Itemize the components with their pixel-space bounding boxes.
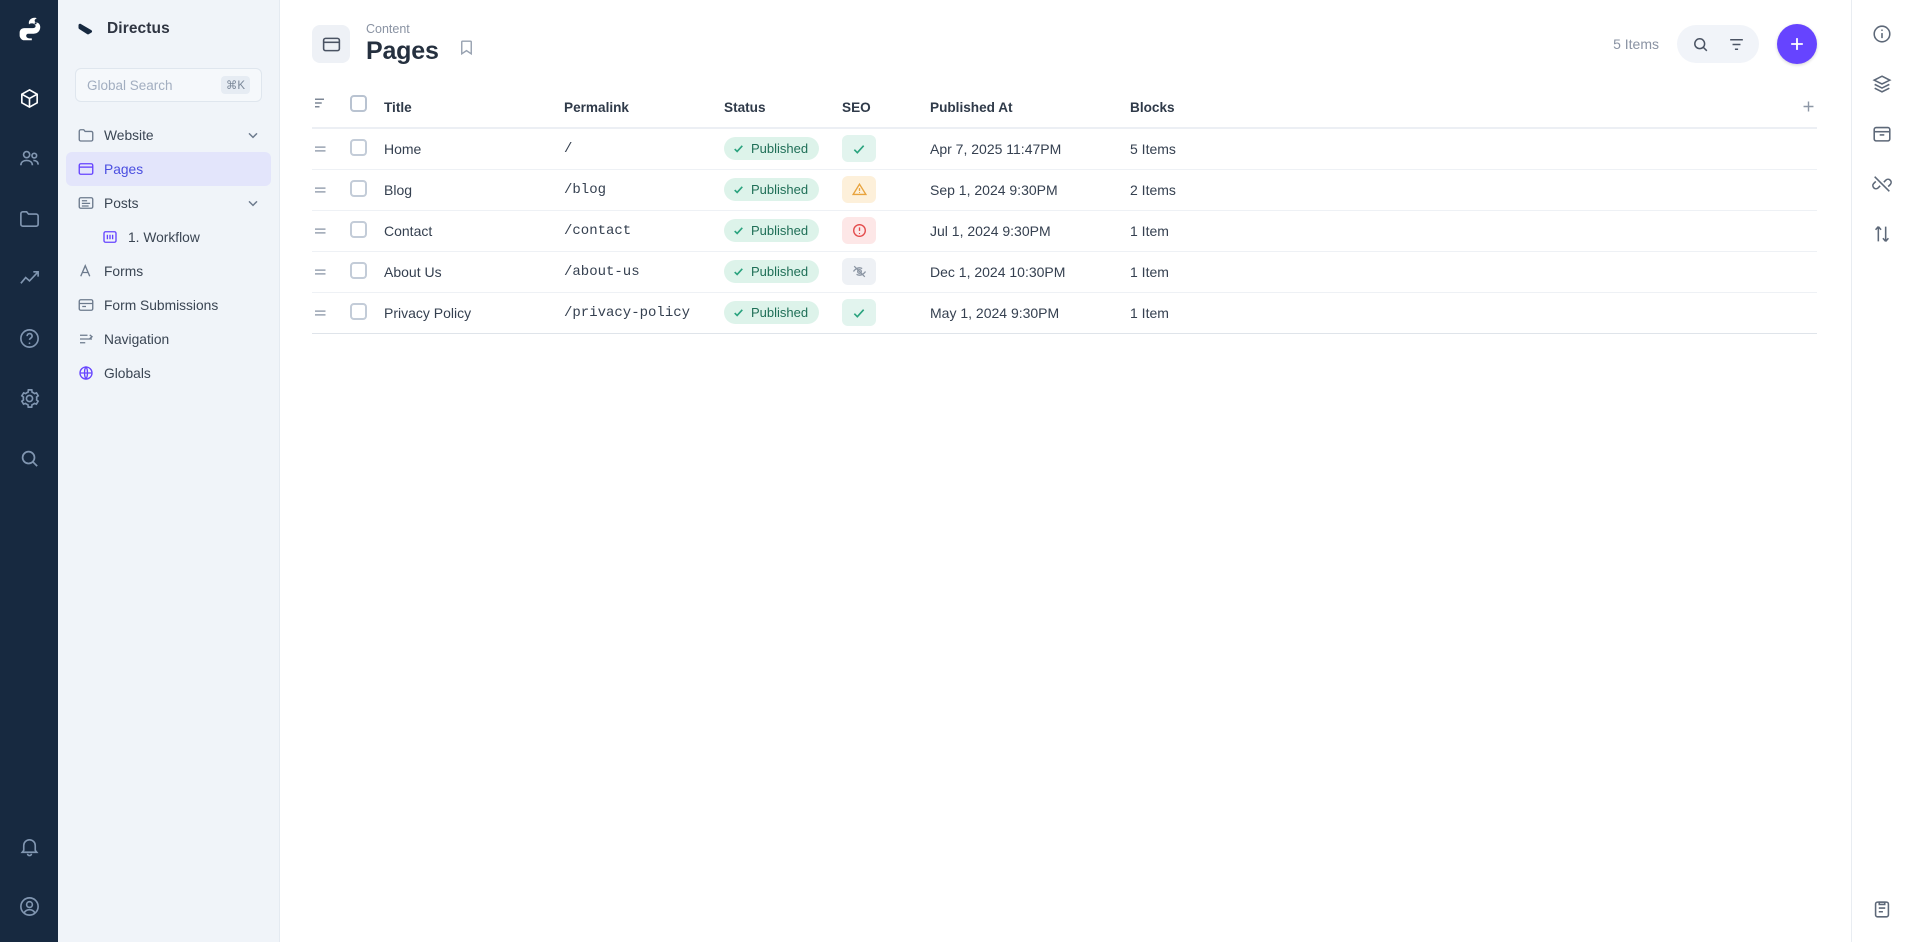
item-count: 5 Items bbox=[1613, 36, 1659, 52]
plus-icon bbox=[1800, 98, 1817, 115]
clipboard-icon bbox=[1871, 898, 1893, 920]
cell-published-at: Jul 1, 2024 9:30PM bbox=[930, 210, 1130, 251]
cell-seo bbox=[842, 169, 930, 210]
module-item-docs[interactable] bbox=[0, 308, 58, 368]
check-icon bbox=[732, 224, 745, 237]
page-title: Pages bbox=[366, 37, 439, 66]
box-icon bbox=[18, 87, 41, 110]
row-select bbox=[350, 128, 384, 169]
cell-published-at: Apr 7, 2025 11:47PM bbox=[930, 128, 1130, 169]
cell-status bbox=[724, 210, 842, 251]
cell-permalink: /blog bbox=[564, 169, 724, 210]
cell-blocks: 1 Item bbox=[1130, 210, 1240, 251]
cell-end bbox=[1777, 128, 1817, 169]
sidebar-item-workflow[interactable] bbox=[66, 220, 271, 254]
column-header-permalink[interactable]: Permalink bbox=[564, 88, 724, 128]
cell-permalink: /contact bbox=[564, 210, 724, 251]
search-button[interactable] bbox=[1683, 27, 1717, 61]
status-label: Published bbox=[751, 141, 809, 157]
cell-seo bbox=[842, 210, 930, 251]
column-header-status[interactable]: Status bbox=[724, 88, 842, 128]
check-icon bbox=[851, 141, 867, 157]
error-circle-icon bbox=[851, 222, 868, 239]
cell-blocks: 1 Item bbox=[1130, 251, 1240, 292]
sidebar-item-label: Navigation bbox=[104, 331, 170, 347]
sidebar-item-pages[interactable] bbox=[66, 152, 271, 186]
layers-icon bbox=[1871, 73, 1893, 95]
collection-nav-list bbox=[58, 118, 279, 390]
cell-spacer bbox=[1240, 210, 1777, 251]
cell-title: Blog bbox=[384, 169, 564, 210]
cell-blocks: 1 Item bbox=[1130, 292, 1240, 333]
status-badge bbox=[724, 260, 819, 283]
seo-error-icon bbox=[842, 217, 876, 244]
cell-published-at: Dec 1, 2024 10:30PM bbox=[930, 251, 1130, 292]
sidebar-item-website[interactable] bbox=[66, 118, 271, 152]
notifications-button[interactable] bbox=[0, 816, 58, 876]
directus-mark-icon bbox=[76, 19, 96, 39]
status-label: Published bbox=[751, 182, 809, 197]
account-button[interactable] bbox=[0, 876, 58, 936]
sidebar-item-sort[interactable] bbox=[1862, 209, 1902, 259]
module-item-settings[interactable] bbox=[0, 368, 58, 428]
chevron-down-icon[interactable] bbox=[245, 195, 261, 211]
filter-button[interactable] bbox=[1719, 27, 1753, 61]
module-item-insights[interactable] bbox=[0, 248, 58, 308]
workflow-icon bbox=[100, 228, 119, 247]
sidebar-item-navigation[interactable] bbox=[66, 322, 271, 356]
items-table-wrapper bbox=[280, 88, 1851, 334]
cell-status bbox=[724, 251, 842, 292]
module-item-users[interactable] bbox=[0, 128, 58, 188]
globals-icon bbox=[76, 364, 95, 383]
directus-rabbit-logo-icon bbox=[14, 14, 44, 44]
row-drag-handle[interactable] bbox=[312, 251, 350, 292]
cell-seo bbox=[842, 128, 930, 169]
posts-icon bbox=[76, 194, 95, 213]
filter-icon bbox=[1727, 35, 1746, 54]
sidebar-item-label: Forms bbox=[104, 263, 144, 279]
column-header-spacer bbox=[1240, 88, 1777, 128]
cell-permalink: /privacy-policy bbox=[564, 292, 724, 333]
bookmark-icon bbox=[457, 38, 476, 57]
row-drag-handle[interactable] bbox=[312, 169, 350, 210]
sidebar-item-forms[interactable] bbox=[66, 254, 271, 288]
status-label: Published bbox=[751, 305, 809, 320]
sidebar-item-bookmarks[interactable] bbox=[1862, 109, 1902, 159]
submissions-icon bbox=[76, 296, 95, 315]
pages-icon bbox=[76, 160, 95, 179]
check-icon bbox=[732, 265, 745, 278]
analytics-icon bbox=[18, 267, 41, 290]
bell-icon bbox=[18, 835, 41, 858]
column-header-published-at[interactable]: Published At bbox=[930, 88, 1130, 128]
main-content bbox=[280, 0, 1851, 942]
table-row[interactable] bbox=[312, 292, 1817, 333]
row-select bbox=[350, 210, 384, 251]
info-circle-icon bbox=[1871, 23, 1893, 45]
navigation-icon bbox=[76, 330, 95, 349]
cell-title: About Us bbox=[384, 251, 564, 292]
directus-mark-glyph bbox=[76, 19, 96, 39]
row-checkbox[interactable] bbox=[350, 180, 367, 197]
table-row[interactable] bbox=[312, 210, 1817, 251]
cell-end bbox=[1777, 251, 1817, 292]
row-select bbox=[350, 292, 384, 333]
select-all-checkbox[interactable] bbox=[350, 95, 367, 112]
row-drag-handle[interactable] bbox=[312, 210, 350, 251]
drag-handle-icon bbox=[312, 263, 350, 281]
row-select bbox=[350, 169, 384, 210]
navigation-sidebar bbox=[58, 0, 280, 942]
global-search-shortcut: ⌘K bbox=[221, 76, 250, 94]
seo-good-icon bbox=[842, 135, 876, 162]
table-row[interactable] bbox=[312, 128, 1817, 169]
check-icon bbox=[851, 305, 867, 321]
row-checkbox[interactable] bbox=[350, 139, 367, 156]
cell-spacer bbox=[1240, 128, 1777, 169]
create-item-button[interactable] bbox=[1777, 24, 1817, 64]
gear-icon bbox=[18, 387, 41, 410]
column-header-seo[interactable]: SEO bbox=[842, 88, 930, 128]
cell-end bbox=[1777, 210, 1817, 251]
sidebar-item-layout[interactable] bbox=[1862, 59, 1902, 109]
status-badge bbox=[724, 178, 819, 201]
project-name: Directus bbox=[107, 20, 170, 37]
sidebar-item-label: Form Submissions bbox=[104, 297, 219, 313]
right-sidebar bbox=[1851, 0, 1911, 942]
cell-title: Contact bbox=[384, 210, 564, 251]
drag-handle-icon bbox=[312, 140, 350, 158]
module-bar-bottom bbox=[0, 816, 58, 942]
cell-status bbox=[724, 128, 842, 169]
drag-handle-icon bbox=[312, 181, 350, 199]
title-block bbox=[366, 22, 439, 66]
check-icon bbox=[732, 183, 745, 196]
search-filter-group bbox=[1677, 25, 1759, 63]
archive-icon bbox=[1871, 123, 1893, 145]
table-header-row bbox=[312, 88, 1817, 128]
sort-handle-header[interactable] bbox=[312, 88, 350, 128]
seo-hidden-icon bbox=[842, 258, 876, 285]
window-icon bbox=[312, 25, 350, 63]
check-icon bbox=[732, 142, 745, 155]
cell-seo bbox=[842, 251, 930, 292]
search-icon bbox=[1691, 35, 1710, 54]
module-icon-list bbox=[0, 68, 58, 488]
sidebar-item-info[interactable] bbox=[1862, 9, 1902, 59]
status-badge bbox=[724, 219, 819, 242]
folder-icon bbox=[18, 207, 41, 230]
sidebar-item-label: Pages bbox=[104, 161, 144, 177]
bookmark-button[interactable] bbox=[457, 38, 476, 62]
forms-icon bbox=[76, 262, 95, 281]
table-row[interactable] bbox=[312, 251, 1817, 292]
module-item-search[interactable] bbox=[0, 428, 58, 488]
row-checkbox[interactable] bbox=[350, 303, 367, 320]
cell-published-at: Sep 1, 2024 9:30PM bbox=[930, 169, 1130, 210]
sort-icon bbox=[312, 94, 330, 112]
sidebar-item-label: Website bbox=[104, 127, 154, 143]
row-checkbox[interactable] bbox=[350, 262, 367, 279]
sidebar-item-label: Posts bbox=[104, 195, 139, 211]
status-label: Published bbox=[751, 264, 809, 279]
drag-handle-icon bbox=[312, 222, 350, 240]
sidebar-item-unlink[interactable] bbox=[1862, 159, 1902, 209]
cell-permalink: / bbox=[564, 128, 724, 169]
row-select bbox=[350, 251, 384, 292]
cell-seo bbox=[842, 292, 930, 333]
sidebar-item-posts[interactable] bbox=[66, 186, 271, 220]
table-row[interactable] bbox=[312, 169, 1817, 210]
sidebar-item-label: 1. Workflow bbox=[128, 229, 200, 245]
add-field-button[interactable] bbox=[1777, 98, 1817, 115]
row-checkbox[interactable] bbox=[350, 221, 367, 238]
search-icon bbox=[18, 447, 41, 470]
row-drag-handle[interactable] bbox=[312, 292, 350, 333]
sidebar-item-label: Globals bbox=[104, 365, 151, 381]
module-bar bbox=[0, 0, 58, 942]
sidebar-item-form-submissions[interactable] bbox=[66, 288, 271, 322]
cell-blocks: 2 Items bbox=[1130, 169, 1240, 210]
row-drag-handle[interactable] bbox=[312, 128, 350, 169]
cell-spacer bbox=[1240, 251, 1777, 292]
sidebar-item-globals[interactable] bbox=[66, 356, 271, 390]
cell-status bbox=[724, 292, 842, 333]
warning-triangle-icon bbox=[851, 181, 868, 198]
eye-off-icon bbox=[851, 263, 868, 280]
people-icon bbox=[18, 147, 41, 170]
folder-icon bbox=[76, 126, 95, 145]
items-table bbox=[312, 88, 1817, 334]
cell-published-at: May 1, 2024 9:30PM bbox=[930, 292, 1130, 333]
cell-title: Privacy Policy bbox=[384, 292, 564, 333]
cell-end bbox=[1777, 169, 1817, 210]
cell-end bbox=[1777, 292, 1817, 333]
page-header bbox=[280, 0, 1851, 88]
module-item-files[interactable] bbox=[0, 188, 58, 248]
module-item-content[interactable] bbox=[0, 68, 58, 128]
global-search-placeholder: Global Search bbox=[87, 77, 173, 93]
cell-blocks: 5 Items bbox=[1130, 128, 1240, 169]
status-label: Published bbox=[751, 223, 809, 238]
seo-warning-icon bbox=[842, 176, 876, 203]
broken-link-icon bbox=[1871, 173, 1893, 195]
sort-arrows-icon bbox=[1871, 223, 1893, 245]
directus-logo[interactable] bbox=[0, 0, 58, 58]
cell-status bbox=[724, 169, 842, 210]
column-header-blocks[interactable]: Blocks bbox=[1130, 88, 1240, 128]
cell-spacer bbox=[1240, 292, 1777, 333]
column-header-title[interactable]: Title bbox=[384, 88, 564, 128]
add-field-header bbox=[1777, 88, 1817, 128]
check-icon bbox=[732, 306, 745, 319]
chevron-down-icon[interactable] bbox=[245, 127, 261, 143]
sidebar-item-notes[interactable] bbox=[1862, 884, 1902, 934]
select-all-header bbox=[350, 88, 384, 128]
status-badge bbox=[724, 137, 819, 160]
breadcrumb[interactable]: Content bbox=[366, 22, 410, 37]
table-body bbox=[312, 128, 1817, 333]
cell-spacer bbox=[1240, 169, 1777, 210]
cell-title: Home bbox=[384, 128, 564, 169]
header-actions bbox=[1613, 24, 1817, 64]
project-header[interactable] bbox=[58, 0, 279, 58]
user-circle-icon bbox=[18, 895, 41, 918]
seo-good-icon bbox=[842, 299, 876, 326]
drag-handle-icon bbox=[312, 304, 350, 322]
status-badge bbox=[724, 301, 819, 324]
global-search-input[interactable] bbox=[75, 68, 262, 102]
plus-icon bbox=[1787, 34, 1807, 54]
table-header bbox=[312, 88, 1817, 128]
help-circle-icon bbox=[18, 327, 41, 350]
cell-permalink: /about-us bbox=[564, 251, 724, 292]
